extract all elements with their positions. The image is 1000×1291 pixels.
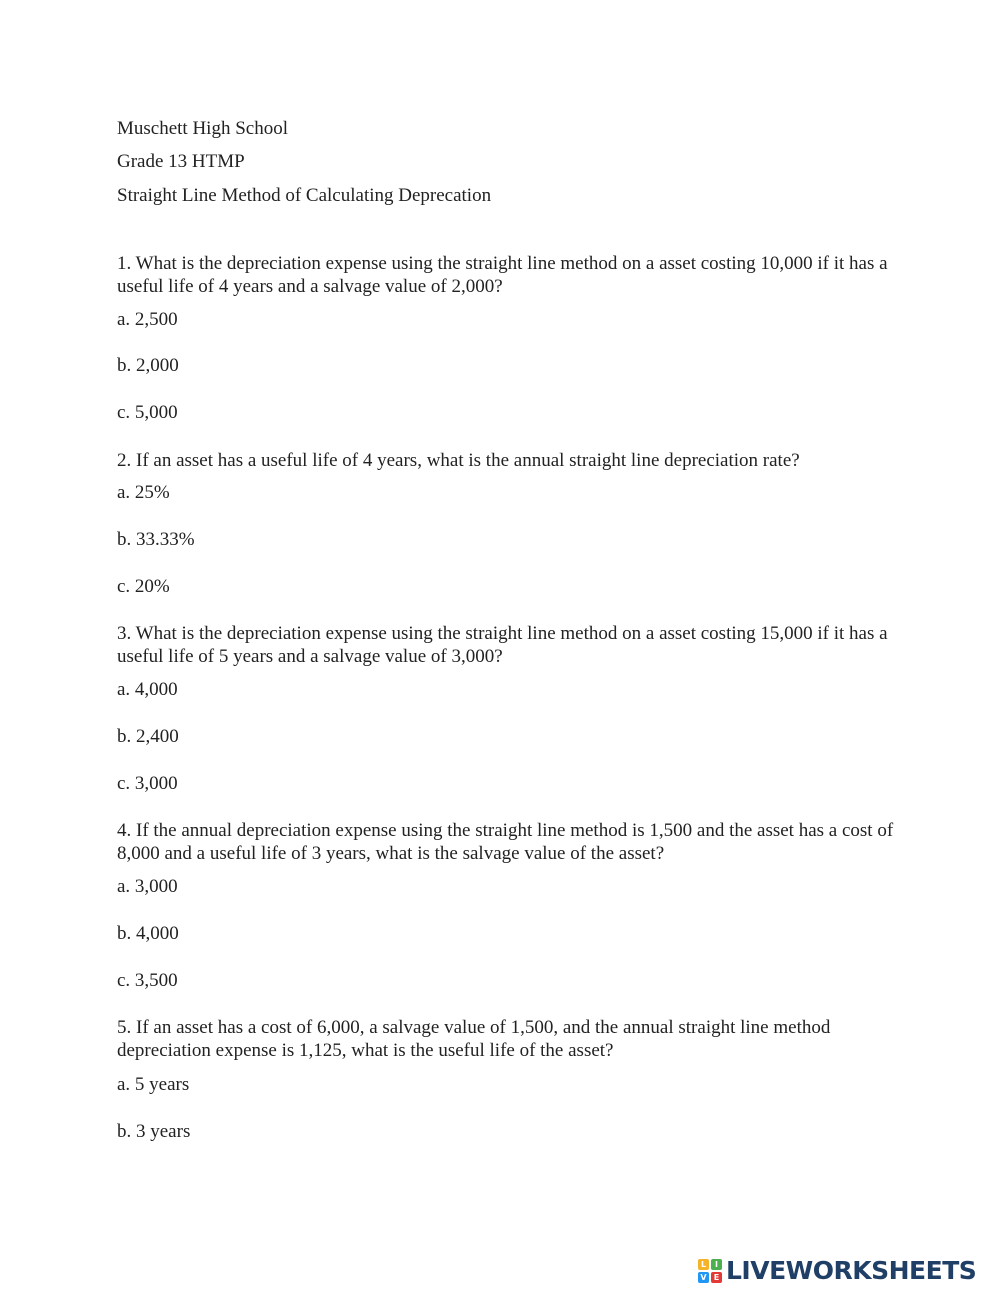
worksheet-topic: Straight Line Method of Calculating Deprecation <box>117 185 492 206</box>
question-4: 4. If the annual depreciation expense using the straight line method is 1,500 and the asset has a cost of 8,000 and a useful life of 3 years, what is the salvage value of the asset? <box>117 820 894 864</box>
question-5-option-b[interactable]: b. 3 years <box>117 1121 191 1142</box>
question-2: 2. If an asset has a useful life of 4 years, what is the annual straight line depreciation rate? <box>117 450 800 471</box>
question-1-option-c[interactable]: c. 5,000 <box>117 402 178 423</box>
logo-mark-cell: V <box>698 1272 709 1283</box>
school-name: Muschett High School <box>117 118 288 139</box>
question-4-option-c[interactable]: c. 3,500 <box>117 970 178 991</box>
question-1: 1. What is the depreciation expense using the straight line method on a asset costing 10,000 if it has a useful life of 4 years and a salvage value of 2,000? <box>117 253 888 297</box>
logo-text: LIVEWORKSHEETS <box>726 1256 977 1285</box>
question-5-option-a[interactable]: a. 5 years <box>117 1074 190 1095</box>
question-4-option-a[interactable]: a. 3,000 <box>117 876 178 897</box>
question-4-option-b[interactable]: b. 4,000 <box>117 923 179 944</box>
question-2-option-b[interactable]: b. 33.33% <box>117 529 195 550</box>
question-3: 3. What is the depreciation expense using the straight line method on a asset costing 15,000 if it has a useful life of 5 years and a salvage value of 3,000? <box>117 623 888 667</box>
logo-mark-cell: I <box>711 1259 722 1270</box>
question-3-option-c[interactable]: c. 3,000 <box>117 773 178 794</box>
question-3-option-a[interactable]: a. 4,000 <box>117 679 178 700</box>
question-3-option-b[interactable]: b. 2,400 <box>117 726 179 747</box>
liveworksheets-logo <box>698 1258 976 1284</box>
question-1-option-a[interactable]: a. 2,500 <box>117 309 178 330</box>
grade-label: Grade 13 HTMP <box>117 151 245 172</box>
question-5: 5. If an asset has a cost of 6,000, a salvage value of 1,500, and the annual straight line method depreciation expense is 1,125, what is the useful life of the asset? <box>117 1017 831 1061</box>
question-2-option-c[interactable]: c. 20% <box>117 576 170 597</box>
logo-mark-icon <box>698 1259 722 1283</box>
logo-mark-cell: L <box>698 1259 709 1270</box>
question-1-option-b[interactable]: b. 2,000 <box>117 355 179 376</box>
question-2-option-a[interactable]: a. 25% <box>117 482 170 503</box>
logo-mark-cell: E <box>711 1272 722 1283</box>
